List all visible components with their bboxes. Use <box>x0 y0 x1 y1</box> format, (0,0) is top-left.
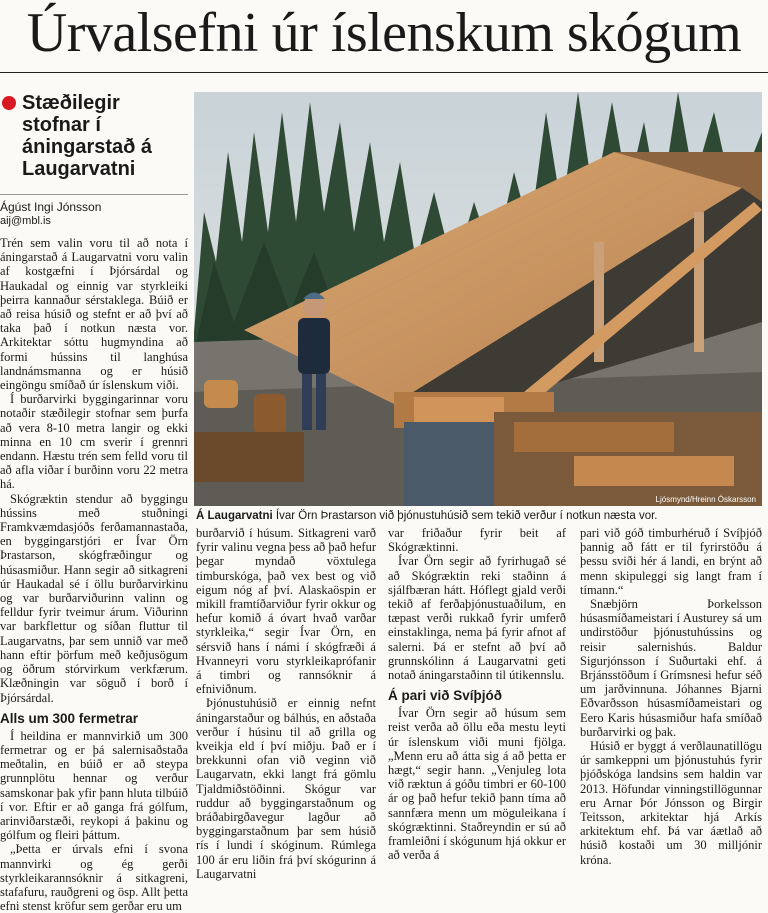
photo-illustration <box>194 92 762 506</box>
paragraph: „Þetta er úrvals efni í svona mannvirki og ég gerði styrkleikarannsóknir á sitkagreni, stafafuru, rauðgreni og ösp. Allt þetta efni stenst kröfur sem gerðar eru um <box>0 842 188 913</box>
subheading <box>0 92 188 180</box>
paragraph: Skógræktin stendur að byggingu hússins með stuðningi Framkvæmdasjóðs ferðamannastaða, en byggingarstjóri er Ívar Örn Þrastarson, skógfræðingur og húsasmiður. Hann segir að sitkagreni úr Haukadal sé í öllu burðarvirkinu og var burðarviðurinn valinn og felldur fyrir tveimur árum. Viðurinn var barkflettur og síðan fluttur til Laugarvatns, þar sem unnið var með hann eftir þörfum með keðjusögum og öðrum stórvirkum verkfærum. Klæðningin var söguð í borð í Þjórsárdal. <box>0 491 188 705</box>
column-4 <box>580 526 762 867</box>
paragraph: Ívar Örn segir að húsum sem reist verða að öllu eða mestu leyti úr íslenskum viði muni fjölga. „Menn eru að átta sig á að þetta er hægt,“ segir hann. „Venjuleg lota við ræktun á góðu timbri er 60-100 ár og það hefur tekið þann tíma að sannfæra menn um möguleikana í skógræktinni. Staðreyndin er sú að framleiðni í skógunum hjá okkur er að verða á <box>388 706 566 863</box>
article-photo <box>194 92 762 506</box>
paragraph: Í heildina er mannvirkið um 300 fermetrar og er þá salernisaðstaða meðtalin, en búið er að steypa grunnplötu hennar og verður samskonar þak yfir þann hluta tilbúið í vor. Eftir er að ganga frá gólfum, arinviðarstæði, reykopi á þakinu og gólfum og fleiri þáttum. <box>0 728 188 843</box>
bullet-dot-icon <box>2 96 16 110</box>
paragraph: Ívar Örn segir að fyrirhugað sé að Skógræktin reki staðinn á sjálfbæran hátt. Hóflegt gjald verði tekið af ferðaþjónustuaðilum, en tæpast verði rukkað fyrir umferð einstaklinga, nema þá fyrir afnot af salerni. Þá er stefnt að því að grunnskólinn á Laugarvatni geti notað áningarstaðinn til útikennslu. <box>388 554 566 683</box>
paragraph: Í burðarvirki byggingarinnar voru notaðir stæðilegir stofnar sem þurfa að vera 8-10 metra langir og ekki minna en 10 cm sverir í grennri endann. Hæstu trén sem felld voru til að afla viðar í burðinn voru 22 metra há. <box>0 392 188 492</box>
section-heading: Á pari við Svíþjóð <box>388 688 503 704</box>
photo-credit: Ljósmynd/Hreinn Óskarsson <box>655 495 756 504</box>
column-2 <box>196 526 376 881</box>
paragraph: Þjónustuhúsið er einnig nefnt áningarstaður og bálhús, en aðstaða verður í húsinu til að grilla og kveikja eld í því miðju. Það er í brekkunni ofan við veginn við Laugarvatn, ekki langt frá gömlu Tjaldmiðstöðinni. Skógur var ruddur að byggingarstaðnum og bráðabirgðavegur lagður að byggingarstaðnum þar sem húsið rís í lundi í skóginum. Rúmlega 100 ár eru liðin frá því skógurinn á Laugarvatni <box>196 696 376 881</box>
paragraph: Trén sem valin voru til að nota í áningarstað á Laugarvatni voru valin af kostgæfni í Þjórsárdal og Haukadal og einnig var styrkleiki þeirra kannaður sérstaklega. Búið er að reisa húsið og stefnt er að því að taka það í notkun næsta vor. Arkitektar sóttu hugmyndina að formi hússins til langhúsa landnámsmanna og er húsið eingöngu smíðað úr íslenskum viði. <box>0 236 188 393</box>
paragraph: Húsið er byggt á verðlaunatillögu úr samkeppni um þjónustuhús fyrir þjóðskóga landsins sem haldin var 2013. Höfundar vinningstillögunnar eru Arnar Þór Jónsson og Birgir Teitsson, arkitektar hjá Arkís arkitektum ehf. Þá var áætlað að húsið kostaði um 30 milljónir króna. <box>580 739 762 867</box>
byline-author: Ágúst Ingi Jónsson <box>0 200 102 214</box>
left-column-text <box>0 236 188 913</box>
byline <box>0 194 188 228</box>
headline-rule <box>0 72 768 73</box>
byline-email[interactable]: aij@mbl.is <box>0 215 51 227</box>
paragraph: Snæbjörn Þorkelsson húsasmíðameistari í Austurey sá um undirstöður þjónustuhússins og reisir salernishús. Baldur Sigurjónsson í Suðurtaki ehf. á Brjánsstöðum í Grímsnesi hefur séð um jarðvinnuna. Jóhannes Bjarni Eðvarðsson húsasmíðameistari og Eero Karis húsasmiður hafa smíðað burðarvirki og þak. <box>580 597 762 739</box>
caption-text: Ívar Örn Þrastarson við þjónustuhúsið sem tekið verður í notkun næsta vor. <box>272 510 658 522</box>
paragraph: pari við góð timburhéruð í Svíþjóð þannig að fátt er til fyrirstöðu á þessu sviði hér á landi, en brýnt að menn skipuleggi sig langt fram í tímann.“ <box>580 526 762 597</box>
photo-caption <box>196 508 762 524</box>
section-heading: Alls um 300 fermetrar <box>0 710 139 726</box>
subheading-text: Stæðilegir stofnar í áningarstað á Laugarvatni <box>22 92 153 180</box>
paragraph: burðarvið í húsum. Sitkagreni varð fyrir valinu vegna þess að það hefur þegar myndað vöxtulega timburskóga, það vex best og við eigum nóg af því. Alaskaöspin er mikill framtíðarviður fyrir okkur og hefur komið á óvart hvað varðar styrkleika,“ segir Ívar Örn, en sérsvið hans í námi í skógfræði á Hvanneyri voru styrkleikaprófanir á timbri og rannsóknir á efniviðnum. <box>196 526 376 697</box>
headline: Úrvalsefni úr íslenskum skógum <box>26 2 742 64</box>
caption-bold: Á Laugarvatni <box>196 510 273 522</box>
left-column <box>0 90 188 913</box>
column-3 <box>388 526 566 863</box>
paragraph: var friðaður fyrir beit af Skógræktinni. <box>388 526 566 555</box>
